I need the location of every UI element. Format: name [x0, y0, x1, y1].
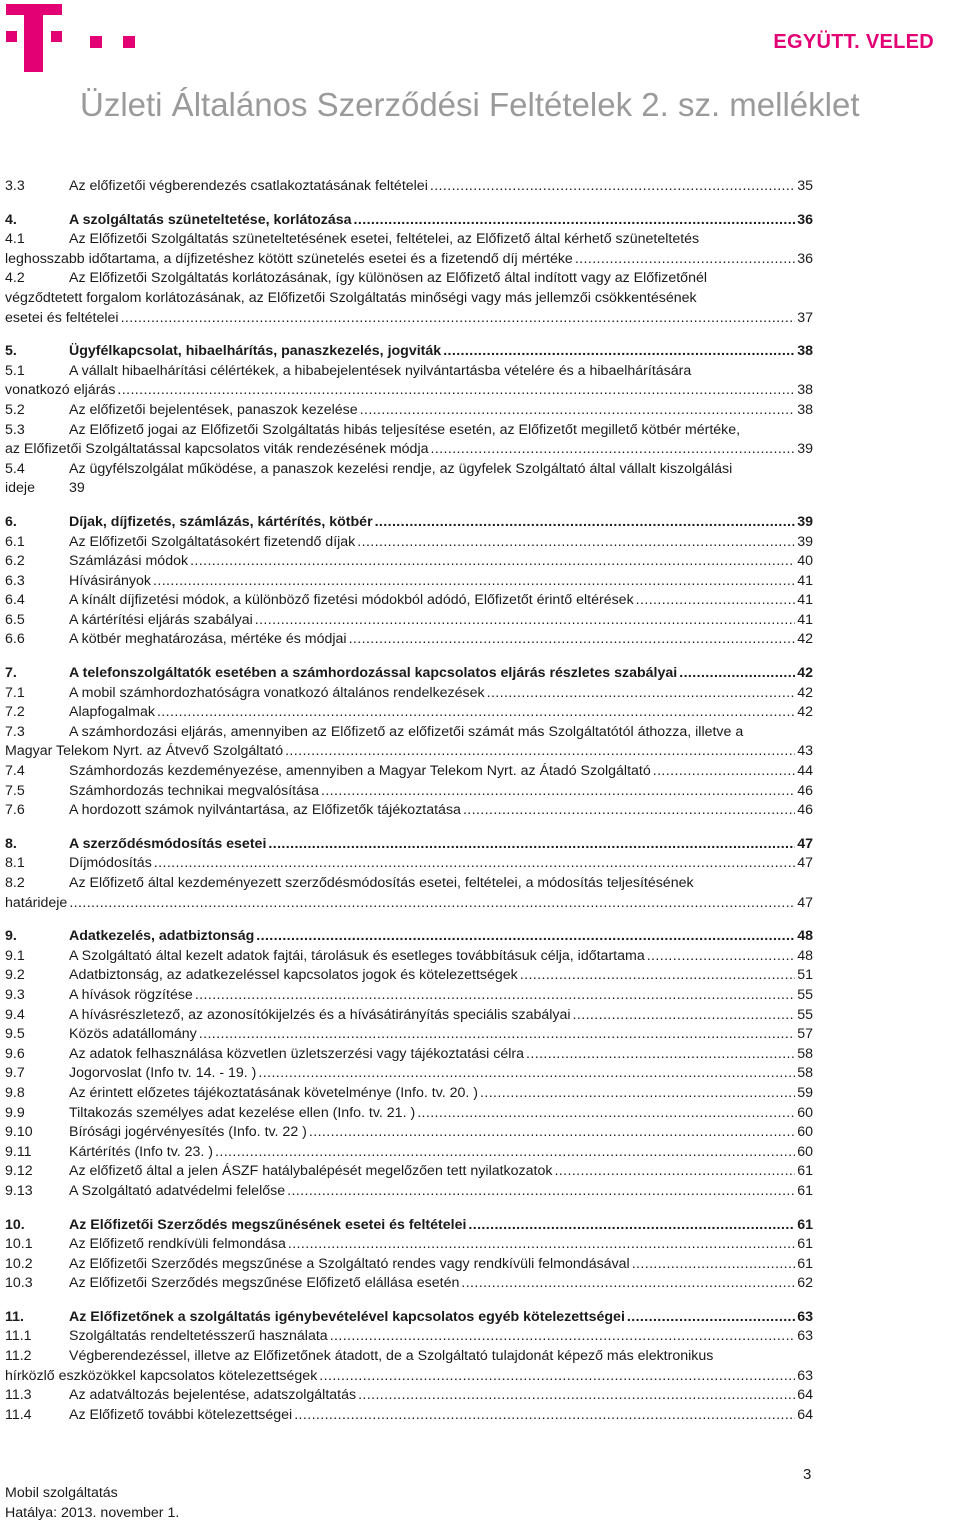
toc-page: 61 — [797, 1163, 813, 1180]
toc-leader — [573, 1006, 796, 1026]
toc-number: 6.2 — [5, 553, 25, 570]
toc-section[interactable] — [5, 211, 813, 231]
toc-number: 9.2 — [5, 967, 25, 984]
toc-number: 6.1 — [5, 533, 25, 550]
toc-text: A szerződésmódosítás esetei — [69, 835, 267, 852]
toc-entry[interactable] — [5, 1386, 813, 1406]
toc-section[interactable] — [5, 513, 813, 533]
toc-leader — [121, 309, 796, 329]
toc-page: 60 — [797, 1124, 813, 1141]
telekom-logo — [6, 4, 62, 72]
toc-leader — [431, 440, 796, 460]
toc-number: 4.2 — [5, 270, 25, 287]
toc-page: 58 — [797, 1045, 813, 1062]
toc-entry[interactable] — [5, 533, 813, 553]
toc-entry[interactable] — [5, 1006, 813, 1026]
toc-page: 41 — [797, 611, 813, 628]
toc-leader — [679, 664, 795, 684]
toc-gap — [5, 499, 813, 508]
toc-number: 9.1 — [5, 947, 25, 964]
toc-leader — [190, 552, 795, 572]
toc-text: A vállalt hibaelhárítási célértékek, a hibabejelentések nyilvántartásba vételére és a hibaelhárítására — [69, 362, 692, 379]
toc-number: 4. — [5, 211, 17, 228]
toc-page: 58 — [797, 1065, 813, 1082]
toc-number: 8. — [5, 835, 17, 852]
toc-page: 55 — [797, 1006, 813, 1023]
toc-text: A szolgáltatás szüneteltetése, korlátozása — [69, 211, 352, 228]
toc-line — [5, 874, 813, 894]
toc-leader — [268, 835, 795, 855]
toc-page: 43 — [797, 743, 813, 760]
toc-entry[interactable] — [5, 966, 813, 986]
toc-text: Az Előfizető által kezdeményezett szerződésmódosítás esetei, feltételei, a módosítás teljesítésének — [69, 875, 694, 891]
toc-entry[interactable] — [5, 1255, 813, 1275]
toc-text: Az Előfizető rendkívüli felmondása — [69, 1236, 286, 1253]
toc-number: 10.2 — [5, 1255, 33, 1272]
toc-entry[interactable] — [5, 947, 813, 967]
toc-text: Kártérítés (Info tv. 23. ) — [69, 1143, 214, 1160]
toc-leader — [526, 1045, 795, 1065]
toc-entry[interactable] — [5, 874, 813, 913]
toc-number: 10. — [5, 1216, 25, 1233]
toc-page: 64 — [797, 1406, 813, 1423]
toc-page: 36 — [797, 211, 813, 228]
toc-number: 7. — [5, 665, 17, 682]
toc-page: 38 — [797, 343, 813, 360]
toc-text: vonatkozó eljárás — [5, 382, 116, 399]
toc-number: 7.4 — [5, 763, 25, 780]
toc-number: 9.3 — [5, 986, 25, 1003]
toc-text: Jogorvoslat (Info tv. 14. - 19. ) — [69, 1065, 257, 1082]
toc-entry[interactable] — [5, 801, 813, 821]
toc-entry[interactable] — [5, 1235, 813, 1255]
toc-text: Adatkezelés, adatbiztonság — [69, 928, 255, 945]
toc-page: 47 — [797, 835, 813, 852]
toc-text: Az előfizetői végberendezés csatlakoztatásának feltételei — [69, 178, 428, 194]
toc-number: 9.12 — [5, 1163, 33, 1180]
toc-number: 8.2 — [5, 875, 25, 891]
toc-text: A telefonszolgáltatók esetében a számhordozással kapcsolatos eljárás részletes szabályai — [69, 665, 678, 682]
toc-number: 11. — [5, 1308, 24, 1325]
toc-entry[interactable] — [5, 630, 813, 650]
toc-entry[interactable] — [5, 1406, 813, 1426]
toc-entry[interactable] — [5, 703, 813, 723]
toc-gap — [5, 913, 813, 922]
toc-number: 7.6 — [5, 802, 25, 819]
toc-entry[interactable] — [5, 1025, 813, 1045]
toc-leader — [215, 1143, 795, 1163]
toc-page: 60 — [797, 1104, 813, 1121]
toc-line — [5, 479, 813, 499]
toc-leader — [520, 966, 795, 986]
toc-gap — [5, 821, 813, 830]
toc-leader — [575, 250, 795, 270]
toc-page: 35 — [797, 178, 813, 194]
toc-leader — [69, 894, 795, 914]
toc-line — [5, 440, 813, 460]
toc-gap — [5, 1294, 813, 1303]
toc-line — [5, 460, 813, 480]
toc-leader — [330, 1327, 796, 1347]
toc-entry[interactable] — [5, 177, 813, 197]
toc-text: Az előfizetői bejelentések, panaszok kezelése — [69, 401, 358, 418]
toc-page: 46 — [797, 782, 813, 799]
toc-entry[interactable] — [5, 401, 813, 421]
toc-leader — [430, 177, 795, 197]
toc-text: Alapfogalmak — [69, 704, 155, 721]
toc-page: 36 — [797, 250, 813, 267]
toc-text: Bírósági jogérvényesítés (Info. tv. 22 ) — [69, 1124, 307, 1141]
toc-leader — [627, 1308, 795, 1328]
toc-page: 39 — [797, 533, 813, 550]
toc-entry[interactable] — [5, 269, 813, 328]
toc-number: 5. — [5, 343, 17, 360]
toc-page: 47 — [797, 855, 813, 872]
toc-entry[interactable] — [5, 1123, 813, 1143]
toc-text: Számhordozás kezdeményezése, amennyiben a Magyar Telekom Nyrt. az Átadó Szolgáltató — [69, 763, 651, 780]
toc-text: esetei és feltételei — [5, 309, 119, 326]
toc-entry[interactable] — [5, 1274, 813, 1294]
toc-entry[interactable] — [5, 1162, 813, 1182]
toc-entry[interactable] — [5, 572, 813, 592]
footer-service: Mobil szolgáltatás — [5, 1485, 118, 1501]
toc-entry[interactable] — [5, 684, 813, 704]
toc-number: 11.4 — [5, 1406, 32, 1423]
toc-text: Magyar Telekom Nyrt. az Átvevő Szolgáltató — [5, 743, 284, 760]
toc-text: Az adatváltozás bejelentése, adatszolgáltatás — [69, 1387, 357, 1404]
toc-entry[interactable] — [5, 552, 813, 572]
toc-line — [5, 421, 813, 441]
toc-leader — [288, 1235, 795, 1255]
toc-leader — [358, 1386, 795, 1406]
toc-page: 61 — [797, 1255, 813, 1272]
toc-text: Az Előfizető további kötelezettségei — [69, 1406, 293, 1423]
footer — [5, 1484, 179, 1523]
toc-number: 5.3 — [5, 421, 25, 438]
toc-page: 39 — [797, 441, 813, 458]
toc-text: A Szolgáltató adatvédelmi felelőse — [69, 1182, 286, 1199]
toc-text: A hívásrészletező, az azonosítókijelzés és a hívásátirányítás speciális szabályai — [69, 1006, 571, 1023]
toc-line — [5, 230, 813, 250]
toc-number: 6.4 — [5, 592, 25, 609]
toc-number: 7.5 — [5, 782, 25, 799]
toc-text: határideje — [5, 894, 68, 911]
toc-page: 42 — [797, 665, 813, 682]
toc-page: 42 — [797, 704, 813, 721]
toc-leader — [258, 1064, 795, 1084]
toc-text: Az Előfizetői Szolgáltatásokért fizetendő díjak — [69, 533, 356, 550]
toc-line — [5, 1347, 813, 1367]
toc-entry[interactable] — [5, 782, 813, 802]
toc-gap — [5, 1202, 813, 1211]
toc-text: Az előfizető által a jelen ÁSZF hatálybalépését megelőzően tett nyilatkozatok — [69, 1163, 553, 1180]
toc-entry[interactable] — [5, 611, 813, 631]
toc-leader — [653, 762, 795, 782]
toc-gap — [5, 197, 813, 206]
toc-line — [5, 309, 813, 329]
toc-entry[interactable] — [5, 421, 813, 460]
toc-page: 61 — [797, 1236, 813, 1253]
toc-leader — [117, 381, 795, 401]
toc-line — [5, 269, 813, 289]
toc-leader — [480, 1084, 795, 1104]
toc-line — [5, 1367, 813, 1387]
toc-page: 63 — [797, 1308, 813, 1325]
toc-number: 9.11 — [5, 1143, 32, 1160]
toc-leader — [463, 801, 795, 821]
toc-line — [5, 362, 813, 382]
toc-number: 9.8 — [5, 1084, 25, 1101]
toc-text: A hívások rögzítése — [69, 986, 193, 1003]
toc-entry[interactable] — [5, 1327, 813, 1347]
toc-number: 9.6 — [5, 1045, 25, 1062]
toc-leader — [647, 947, 796, 967]
toc-text: Az Előfizetőnek a szolgáltatás igénybevételével kapcsolatos egyéb kötelezettségei — [69, 1308, 625, 1325]
toc-text: Ügyfélkapcsolat, hibaelhárítás, panaszkezelés, jogviták — [69, 343, 442, 360]
toc-section[interactable] — [5, 342, 813, 362]
toc-line — [5, 894, 813, 914]
toc-line — [5, 250, 813, 270]
toc-number: 11.2 — [5, 1348, 32, 1365]
brand-slogan: EGYÜTT. VELED — [773, 31, 934, 53]
toc-number: 9.5 — [5, 1026, 25, 1043]
table-of-contents — [5, 177, 813, 1425]
toc-entry[interactable] — [5, 854, 813, 874]
toc-entry[interactable] — [5, 1104, 813, 1124]
toc-text: Az ügyfélszolgálat működése, a panaszok kezelési rendje, az ügyfelek Szolgáltató által vállalt kiszolgálási — [69, 460, 733, 477]
toc-entry[interactable] — [5, 1084, 813, 1104]
toc-number: 4.1 — [5, 231, 25, 248]
toc-entry[interactable] — [5, 986, 813, 1006]
toc-page: 38 — [797, 401, 813, 418]
toc-page: 41 — [797, 592, 813, 609]
toc-entry[interactable] — [5, 1064, 813, 1084]
toc-page: 63 — [797, 1328, 813, 1345]
toc-page: 57 — [797, 1026, 813, 1043]
toc-page: 48 — [797, 928, 813, 945]
toc-number: 9.13 — [5, 1182, 33, 1199]
toc-section[interactable] — [5, 927, 813, 947]
toc-line — [5, 742, 813, 762]
toc-section[interactable] — [5, 664, 813, 684]
toc-leader — [349, 630, 796, 650]
toc-page: 37 — [797, 309, 813, 326]
toc-text: Az Előfizetői Szerződés megszűnése Előfizető elállása esetén — [69, 1275, 460, 1292]
toc-number: 5.1 — [5, 362, 25, 379]
toc-entry[interactable] — [5, 1143, 813, 1163]
page-number: 3 — [803, 1466, 812, 1483]
toc-number: 11.1 — [5, 1328, 32, 1345]
toc-number: 8.1 — [5, 855, 25, 872]
toc-text: Az érintett előzetes tájékoztatásának követelménye (Info. tv. 20. ) — [69, 1084, 479, 1101]
toc-number: 11.3 — [5, 1387, 32, 1404]
toc-text: Díjak, díjfizetés, számlázás, kártérítés, kötbér — [69, 513, 373, 530]
toc-page: 64 — [797, 1387, 813, 1404]
toc-page: 61 — [797, 1182, 813, 1199]
toc-number: 6.3 — [5, 572, 25, 589]
toc-text: A mobil számhordozhatóságra vonatkozó általános rendelkezések — [69, 684, 485, 701]
toc-page: 40 — [797, 553, 813, 570]
brand-square-icon — [90, 36, 102, 48]
toc-number: 6.6 — [5, 631, 25, 648]
toc-entry[interactable] — [5, 362, 813, 401]
toc-text: ideje — [5, 480, 35, 497]
toc-text: A hordozott számok nyilvántartása, az Előfizetők tájékoztatása — [69, 802, 461, 819]
toc-line — [5, 381, 813, 401]
toc-text: Tiltakozás személyes adat kezelése ellen (Info. tv. 21. ) — [69, 1104, 416, 1121]
toc-text: Végberendezéssel, illetve az Előfizetőnek átadott, de a Szolgáltató tulajdonát képező más elektronikus — [69, 1348, 714, 1365]
toc-leader — [636, 591, 796, 611]
toc-page: 63 — [797, 1367, 813, 1384]
toc-text: Az Előfizetői Szolgáltatás korlátozásának, így különösen az Előfizető által indított vagy az Előfizetőnél — [69, 270, 708, 287]
toc-leader — [153, 572, 795, 592]
toc-text: Számlázási módok — [69, 553, 189, 570]
toc-page: 62 — [797, 1275, 813, 1292]
toc-page: 44 — [797, 763, 813, 780]
toc-text: Az Előfizetői Szerződés megszűnésének esetei és feltételei — [69, 1216, 467, 1233]
toc-entry[interactable] — [5, 460, 813, 499]
toc-page: 39 — [797, 513, 813, 530]
toc-leader — [255, 611, 795, 631]
toc-page: 51 — [797, 967, 813, 984]
toc-leader — [309, 1123, 795, 1143]
toc-number: 3.3 — [5, 178, 25, 194]
toc-leader — [417, 1104, 795, 1124]
toc-leader — [195, 986, 795, 1006]
toc-text: az Előfizetői Szolgáltatással kapcsolatos viták rendezésének módja — [5, 441, 429, 458]
toc-text: A kártérítési eljárás szabályai — [69, 611, 253, 628]
toc-entry[interactable] — [5, 591, 813, 611]
toc-text: Az Előfizető jogai az Előfizetői Szolgáltatás hibás teljesítése esetén, az Előfizetőt megillető kötbér mértéke, — [69, 421, 741, 438]
toc-entry[interactable] — [5, 1347, 813, 1386]
toc-leader — [157, 703, 795, 723]
toc-number: 10.3 — [5, 1275, 33, 1292]
toc-page: 61 — [797, 1216, 813, 1233]
toc-entry[interactable] — [5, 723, 813, 762]
toc-leader — [354, 211, 796, 231]
toc-leader — [487, 684, 796, 704]
toc-number: 9.9 — [5, 1104, 25, 1121]
toc-page: 46 — [797, 802, 813, 819]
toc-leader — [360, 401, 796, 421]
toc-text: hírközlő eszközökkel kapcsolatos kötelezettségek — [5, 1367, 318, 1384]
toc-text: leghosszabb időtartama, a díjfizetéshez kötött szünetelés esetei és a fizetendő díj mértéke — [5, 250, 573, 267]
toc-number: 5.2 — [5, 401, 25, 418]
toc-number: 5.4 — [5, 460, 25, 477]
toc-text: Díjmódosítás — [69, 855, 152, 872]
toc-gap — [5, 650, 813, 659]
toc-entry[interactable] — [5, 762, 813, 782]
toc-text: Adatbiztonság, az adatkezeléssel kapcsolatos jogok és kötelezettségek — [69, 967, 518, 984]
toc-page: 55 — [797, 986, 813, 1003]
toc-number: 7.1 — [5, 684, 25, 701]
toc-leader — [285, 742, 795, 762]
brand-square-icon — [123, 36, 135, 48]
toc-entry[interactable] — [5, 230, 813, 269]
toc-gap — [5, 328, 813, 337]
toc-page: 39 — [69, 480, 85, 497]
toc-line — [5, 723, 813, 743]
toc-page: 38 — [797, 382, 813, 399]
footer-effective-date: Hatálya: 2013. november 1. — [5, 1504, 180, 1521]
toc-page: 59 — [797, 1084, 813, 1101]
toc-number: 7.3 — [5, 723, 25, 740]
toc-leader — [319, 1367, 795, 1387]
toc-leader — [287, 1182, 795, 1202]
toc-page: 42 — [797, 684, 813, 701]
toc-text: Számhordozás technikai megvalósítása — [69, 782, 319, 799]
toc-leader — [321, 782, 795, 802]
toc-page: 47 — [797, 894, 813, 911]
toc-entry[interactable] — [5, 1045, 813, 1065]
toc-number: 9.4 — [5, 1006, 25, 1023]
toc-text: Szolgáltatás rendeltetésszerű használata — [69, 1328, 328, 1345]
toc-leader — [357, 533, 795, 553]
toc-section[interactable] — [5, 1216, 813, 1236]
toc-leader — [443, 342, 795, 362]
toc-number: 9.10 — [5, 1124, 33, 1141]
toc-text: végződtetett forgalom korlátozásának, az Előfizetői Szolgáltatás minőségi vagy más jellemzői csökkentésének — [5, 289, 697, 306]
toc-leader — [554, 1162, 795, 1182]
toc-leader — [632, 1255, 796, 1275]
toc-leader — [154, 854, 795, 874]
document-title: Üzleti Általános Szerződési Feltételek 2. sz. melléklet — [80, 86, 860, 123]
toc-text: A kínált díjfizetési módok, a különböző fizetési módokból adódó, Előfizetőt érintő eltérések — [69, 592, 634, 609]
toc-page: 41 — [797, 572, 813, 589]
toc-section[interactable] — [5, 1308, 813, 1328]
toc-page: 48 — [797, 947, 813, 964]
toc-text: A Szolgáltató által kezelt adatok fajtái, tárolásuk és esetleges továbbításuk célja, időtartama — [69, 947, 645, 964]
toc-text: Hívásirányok — [69, 572, 152, 589]
toc-number: 7.2 — [5, 704, 25, 721]
toc-text: Az adatok felhasználása közvetlen üzletszerzési vagy tájékoztatási célra — [69, 1045, 525, 1062]
toc-leader — [461, 1274, 795, 1294]
toc-text: Az Előfizetői Szerződés megszűnése a Szolgáltató rendes vagy rendkívüli felmondásával — [69, 1255, 630, 1272]
toc-leader — [256, 927, 795, 947]
toc-text: Közös adatállomány — [69, 1026, 197, 1043]
toc-leader — [375, 513, 796, 533]
toc-leader — [294, 1406, 795, 1426]
toc-number: 6.5 — [5, 611, 25, 628]
toc-number: 9. — [5, 928, 17, 945]
toc-page: 42 — [797, 631, 813, 648]
toc-text: Az Előfizetői Szolgáltatás szüneteltetésének esetei, feltételei, az Előfizető által kérhető szüneteltetés — [69, 231, 700, 248]
toc-number: 10.1 — [5, 1236, 33, 1253]
toc-number: 6. — [5, 513, 17, 530]
toc-text: A kötbér meghatározása, mértéke és módjai — [69, 631, 347, 648]
toc-number: 9.7 — [5, 1065, 25, 1082]
toc-leader — [199, 1025, 795, 1045]
toc-entry[interactable] — [5, 1182, 813, 1202]
toc-section[interactable] — [5, 835, 813, 855]
toc-text: A számhordozási eljárás, amennyiben az Előfizető az előfizetői számát más Szolgáltatótól áthozza, illetve a — [69, 723, 744, 740]
toc-page: 60 — [797, 1143, 813, 1160]
toc-leader — [468, 1216, 795, 1236]
